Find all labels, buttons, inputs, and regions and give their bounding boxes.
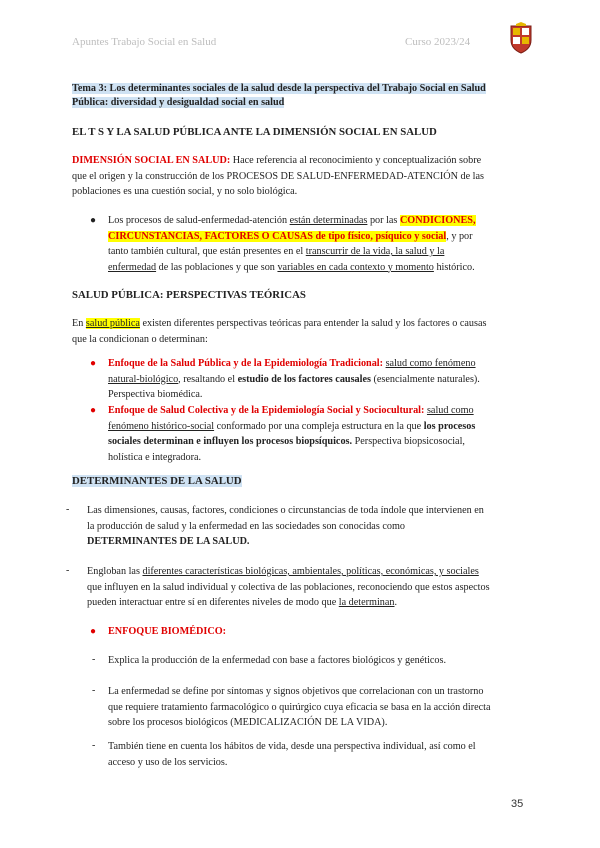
bullet-icon: ● bbox=[90, 358, 97, 369]
enfoque-biomedico-title: ENFOQUE BIOMÉDICO: bbox=[108, 626, 227, 637]
dash-icon: - bbox=[92, 654, 96, 665]
section-title-determinantes: DETERMINANTES DE LA SALUD bbox=[72, 475, 242, 487]
section-title-salud-publica: SALUD PÚBLICA: PERSPECTIVAS TEÓRICAS bbox=[72, 289, 306, 301]
dash-icon: - bbox=[66, 504, 70, 515]
biomedico-item-3: También tiene en cuenta los hábitos de vida, desde una perspectiva individual, así como el acceso y uso de los servicios. bbox=[108, 741, 476, 768]
bullet-icon: ● bbox=[90, 405, 97, 416]
bullet-icon: ● bbox=[90, 626, 97, 637]
dash-icon: - bbox=[92, 685, 96, 696]
determinantes-definicion: Las dimensiones, causas, factores, condiciones o circunstancias de toda índole que intervienen en la producción de salud y la enfermedad en las sociedades son conocidas como DETERMINANTES DE LA SALUD. bbox=[87, 505, 484, 547]
enfoque-colectiva: Enfoque de Salud Colectiva y de la Epidemiología Social y Sociocultural: salud como fenómeno histórico-social conformado por una compleja estructura en la que los procesos sociales determinan e influyen los procesos biopsíquicos. Perspectiva biopsicosocial, holística e integradora. bbox=[108, 405, 476, 463]
enfoque-tradicional: Enfoque de la Salud Pública y de la Epidemiología Tradicional: salud como fenómeno natural-biológico, resaltando el estudio de los factores causales (esencialmente naturales). Perspectiva biomédica. bbox=[108, 358, 480, 400]
biomedico-item-1: Explica la producción de la enfermedad con base a factores biológicos y genéticos. bbox=[108, 655, 447, 666]
bullet-procesos: Los procesos de salud-enfermedad-atención están determinadas por las CONDICIONES, CIRCUNSTANCIAS, FACTORES O CAUSAS de tipo físico, psíquico y social, y por tanto también cultural, que están presentes en el transcurrir de la vida, la salud y la enfermedad de las poblaciones y que son variables en cada contexto y momento histórico. bbox=[108, 215, 476, 273]
dash-icon: - bbox=[92, 740, 96, 751]
header-left: Apuntes Trabajo Social en Salud bbox=[72, 36, 217, 48]
bullet-icon: ● bbox=[90, 215, 97, 226]
dimension-social-paragraph: DIMENSIÓN SOCIAL EN SALUD: Hace referencia al reconocimiento y conceptualización sobre que el origen y la construcción de los PROCESOS DE SALUD-ENFERMEDAD-ATENCIÓN de las poblaciones es una cuestión social, y no solo biológica. bbox=[72, 155, 484, 197]
header-right: Curso 2023/24 bbox=[405, 36, 471, 48]
biomedico-item-2: La enfermedad se define por síntomas y signos objetivos que correlacionan con un trastorno que requiere tratamiento farmacológico o quirúrgico cuya eficacia se basa en la acción directa sobre los procesos biológicos (MEDICALIZACIÓN DE LA VIDA). bbox=[108, 686, 491, 728]
determinantes-engloban: Engloban las diferentes características biológicas, ambientales, políticas, económicas, y sociales que influyen en la salud individual y colectiva de las poblaciones, reconociendo que estos aspectos pueden interactuar entre sí en diferentes niveles de modo que la determinan. bbox=[87, 566, 490, 608]
page-number: 35 bbox=[511, 798, 524, 810]
university-crest-icon bbox=[508, 22, 534, 54]
dash-icon: - bbox=[66, 565, 70, 576]
section-title-ts-salud: EL T S Y LA SALUD PÚBLICA ANTE LA DIMENSIÓN SOCIAL EN SALUD bbox=[72, 126, 437, 138]
salud-publica-paragraph: En salud pública existen diferentes perspectivas teóricas para entender la salud y los factores o causas que la condicionan o determinan: bbox=[72, 318, 487, 345]
tema-title: Tema 3: Los determinantes sociales de la salud desde la perspectiva del Trabajo Social en Salud Pública: diversidad y desigualdad social en salud bbox=[72, 83, 486, 108]
